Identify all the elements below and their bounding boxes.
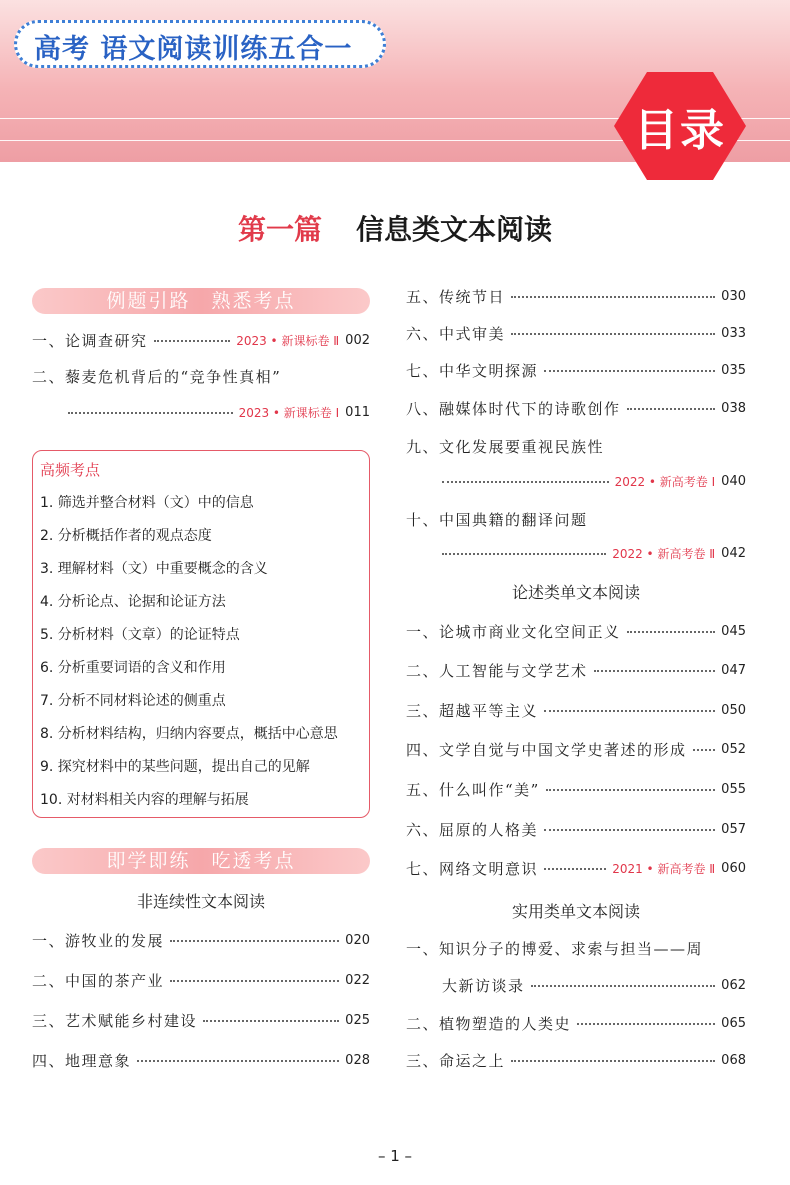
high-frequency-item: 9. 探究材料中的某些问题，提出自己的见解 <box>40 759 310 775</box>
subsection-heading: 非连续性文本阅读 <box>136 892 265 911</box>
page-number: 065 <box>721 1016 746 1031</box>
leader-dots <box>170 940 339 942</box>
toc-entry[interactable] <box>406 319 746 349</box>
toc-entry-label: 二、藜麦危机背后的“竞争性真相” <box>32 368 282 386</box>
toc-entry-label: 六、屈原的人格美 <box>406 821 539 839</box>
toc-entry[interactable] <box>406 432 746 462</box>
high-frequency-item: 8. 分析材料结构，归纳内容要点，概括中心意思 <box>40 726 338 742</box>
high-frequency-title: 高频考点 <box>40 461 101 479</box>
toc-entry-label: 四、地理意象 <box>32 1052 132 1070</box>
high-frequency-item: 3. 理解材料（文）中重要概念的含义 <box>40 561 268 577</box>
toc-entry[interactable] <box>406 394 746 424</box>
toc-entry[interactable] <box>406 505 746 535</box>
leader-dots <box>693 749 716 751</box>
toc-entry[interactable] <box>406 1009 746 1039</box>
leader-dots <box>544 710 715 712</box>
leader-dots <box>203 1020 339 1022</box>
high-frequency-item: 10. 对材料相关内容的理解与拓展 <box>40 792 249 808</box>
leader-dots <box>442 481 609 483</box>
toc-entry-label: 一、论城市商业文化空间正义 <box>406 623 621 641</box>
toc-entry[interactable] <box>406 356 746 386</box>
leader-dots <box>544 868 606 870</box>
page-number: 030 <box>721 289 746 304</box>
page-number: 060 <box>721 861 746 876</box>
toc-entry-label: 五、什么叫作“美” <box>406 781 540 799</box>
toc-entry-label: 二、中国的茶产业 <box>32 972 165 990</box>
toc-entry[interactable] <box>32 926 370 956</box>
part-number: 第一篇 <box>237 213 322 246</box>
leader-dots <box>442 553 606 555</box>
leader-dots <box>546 789 715 791</box>
toc-entry[interactable] <box>406 282 746 312</box>
part-title: 信息类文本阅读 <box>356 213 553 246</box>
page-number: 020 <box>345 933 370 948</box>
toc-entry[interactable] <box>406 735 746 765</box>
subsection-heading: 实用类单文本阅读 <box>511 902 640 921</box>
toc-entry-label: 大新访谈录 <box>442 977 525 995</box>
toc-entry-label: 四、文学自觉与中国文学史著述的形成 <box>406 741 687 759</box>
toc-entry-label: 七、网络文明意识 <box>406 860 539 878</box>
toc-entry-label: 一、游牧业的发展 <box>32 932 165 950</box>
page-number: 045 <box>721 624 746 639</box>
page-number: 035 <box>721 363 746 378</box>
page-number: 038 <box>721 401 746 416</box>
page-number: 047 <box>721 663 746 678</box>
page-number-footer: – 1 – <box>377 1147 413 1165</box>
toc-entry-label: 八、融媒体时代下的诗歌创作 <box>406 400 621 418</box>
high-frequency-item: 4. 分析论点、论据和论证方法 <box>40 594 226 610</box>
page-number: 040 <box>721 474 746 489</box>
page-number: 033 <box>721 326 746 341</box>
page-number: 055 <box>721 782 746 797</box>
toc-entry[interactable] <box>406 775 746 805</box>
exam-source: 2023 • 新课标卷 Ⅱ <box>236 334 340 348</box>
leader-dots <box>627 631 716 633</box>
page-number: 050 <box>721 703 746 718</box>
page-number: 052 <box>721 742 746 757</box>
toc-entry-label: 三、超越平等主义 <box>406 702 539 720</box>
exam-source: 2022 • 新高考卷 Ⅰ <box>614 475 716 489</box>
toc-entry-label: 九、文化发展要重视民族性 <box>406 438 605 456</box>
page-number: 057 <box>721 822 746 837</box>
toc-entry-label: 一、论调查研究 <box>32 332 148 350</box>
toc-entry[interactable] <box>32 1046 370 1076</box>
leader-dots <box>170 980 339 982</box>
toc-entry-label: 五、传统节日 <box>406 288 506 306</box>
exam-source: 2022 • 新高考卷 Ⅱ <box>612 547 716 561</box>
toc-entry-label: 六、中式审美 <box>406 325 506 343</box>
leader-dots <box>511 296 715 298</box>
toc-entry-label: 一、知识分子的博爱、求索与担当——周 <box>406 940 704 958</box>
toc-entry[interactable] <box>406 696 746 726</box>
toc-entry-label: 三、艺术赋能乡村建设 <box>32 1012 198 1030</box>
leader-dots <box>154 340 231 342</box>
toc-entry[interactable] <box>32 966 370 996</box>
subsection-heading: 论述类单文本阅读 <box>511 583 640 602</box>
exam-source: 2023 • 新课标卷 Ⅰ <box>238 406 340 420</box>
toc-entry[interactable] <box>32 326 370 356</box>
exam-source: 2021 • 新高考卷 Ⅱ <box>612 862 716 876</box>
section-banner-practice: 即学即练 吃透考点 <box>32 848 370 874</box>
toc-entry[interactable] <box>406 656 746 686</box>
high-frequency-item: 6. 分析重要词语的含义和作用 <box>40 660 226 676</box>
toc-entry-label: 二、人工智能与文学艺术 <box>406 662 588 680</box>
toc-entry-continuation[interactable] <box>406 539 746 569</box>
toc-entry-label: 三、命运之上 <box>406 1052 506 1070</box>
page-number: 062 <box>721 978 746 993</box>
toc-entry-continuation[interactable] <box>406 467 746 497</box>
section-banner-examples: 例题引路 熟悉考点 <box>32 288 370 314</box>
page-number: 025 <box>345 1013 370 1028</box>
page-number: 068 <box>721 1053 746 1068</box>
high-frequency-item: 1. 筛选并整合材料（文）中的信息 <box>40 495 254 511</box>
toc-entry[interactable] <box>406 617 746 647</box>
leader-dots <box>577 1023 715 1025</box>
series-title: 高考 语文阅读训练五合一 <box>34 34 353 65</box>
page-number: 042 <box>721 546 746 561</box>
toc-entry-label: 七、中华文明探源 <box>406 362 539 380</box>
toc-entry-continuation[interactable] <box>32 398 370 428</box>
toc-entry[interactable] <box>406 815 746 845</box>
toc-entry-continuation[interactable] <box>406 971 746 1001</box>
leader-dots <box>627 408 716 410</box>
page-number: 002 <box>345 333 370 348</box>
page-number: 022 <box>345 973 370 988</box>
high-frequency-item: 5. 分析材料（文章）的论证特点 <box>40 627 240 643</box>
toc-entry-label: 二、植物塑造的人类史 <box>406 1015 572 1033</box>
toc-entry[interactable] <box>406 854 746 884</box>
toc-entry[interactable] <box>406 1046 746 1076</box>
high-frequency-item: 7. 分析不同材料论述的侧重点 <box>40 693 226 709</box>
toc-entry[interactable] <box>406 934 746 964</box>
toc-entry-label: 十、中国典籍的翻译问题 <box>406 511 588 529</box>
high-frequency-item: 2. 分析概括作者的观点态度 <box>40 528 212 544</box>
toc-label: 目录 <box>634 105 726 156</box>
leader-dots <box>511 1060 715 1062</box>
leader-dots <box>594 670 716 672</box>
page-number: 011 <box>345 405 370 420</box>
leader-dots <box>544 370 715 372</box>
page-number: 028 <box>345 1053 370 1068</box>
leader-dots <box>137 1060 339 1062</box>
leader-dots <box>511 333 715 335</box>
leader-dots <box>68 412 233 414</box>
toc-entry[interactable] <box>32 362 370 392</box>
leader-dots <box>544 829 715 831</box>
toc-entry[interactable] <box>32 1006 370 1036</box>
leader-dots <box>531 985 716 987</box>
part-heading <box>0 208 790 248</box>
